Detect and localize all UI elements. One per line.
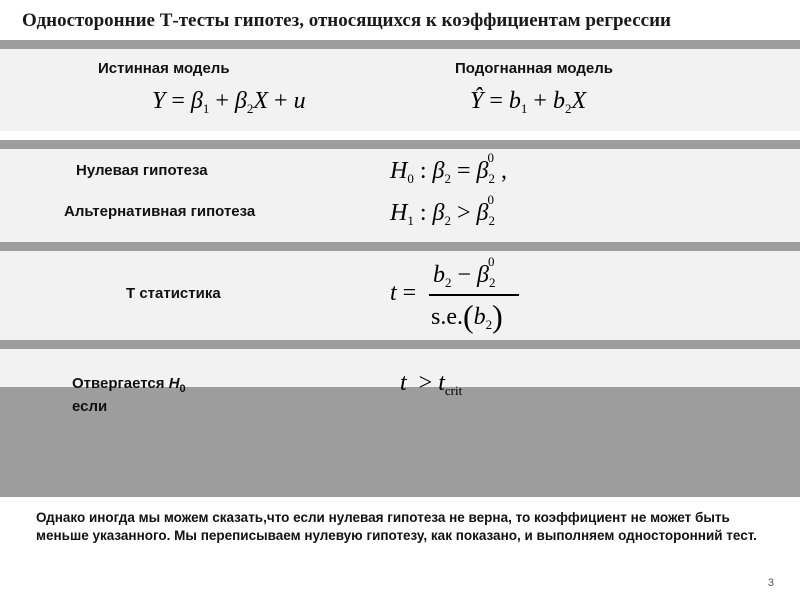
explanation-note: Однако иногда мы можем сказать,что если нулевая гипотеза не верна, то коэффициент не может быть меньше указанного. Мы переписываем нулевую гипотезу, как показано, и выполняем односторонний тест. bbox=[36, 510, 757, 543]
true-model-equation: $Y = \beta_1 + \beta_2X + u$ bbox=[152, 88, 306, 116]
alt-hypothesis-label: Альтернативная гипотеза bbox=[64, 203, 256, 220]
fraction-bar bbox=[429, 294, 519, 296]
t-numerator: $b_2 - \beta_2$ 0 bbox=[433, 254, 496, 290]
null-hypothesis-formula: $H_0$ : $\beta_2 = \beta_2$ 0 , bbox=[390, 150, 507, 186]
page-number: 3 bbox=[767, 577, 774, 589]
t-denominator: $s.e.(b_2)$ bbox=[431, 298, 503, 334]
t-equals: t = bbox=[390, 280, 417, 306]
rejection-formula: $t > t_{crit}$ bbox=[400, 370, 463, 398]
alt-hypothesis-formula: $H_1$ : $\beta_2 > \beta_2$ 0 bbox=[390, 192, 495, 228]
null-hypothesis-label: Нулевая гипотеза bbox=[76, 162, 208, 179]
t-statistic-label: Т статистика bbox=[126, 285, 221, 302]
fitted-model-label: Подогнанная модель bbox=[455, 60, 613, 77]
grey-separator-box bbox=[0, 387, 800, 497]
true-model-label: Истинная модель bbox=[98, 60, 230, 77]
rejection-if-label: если bbox=[72, 398, 108, 415]
fitted-model-equation: Ŷ = $b_1 + b_2X$ bbox=[470, 88, 587, 116]
models-band bbox=[0, 40, 800, 131]
slide-title: Односторонние Т-тесты гипотез, относящихся к коэффициентам регрессии bbox=[22, 10, 671, 31]
rejection-label: Отвергается $H_0$ bbox=[72, 375, 186, 395]
